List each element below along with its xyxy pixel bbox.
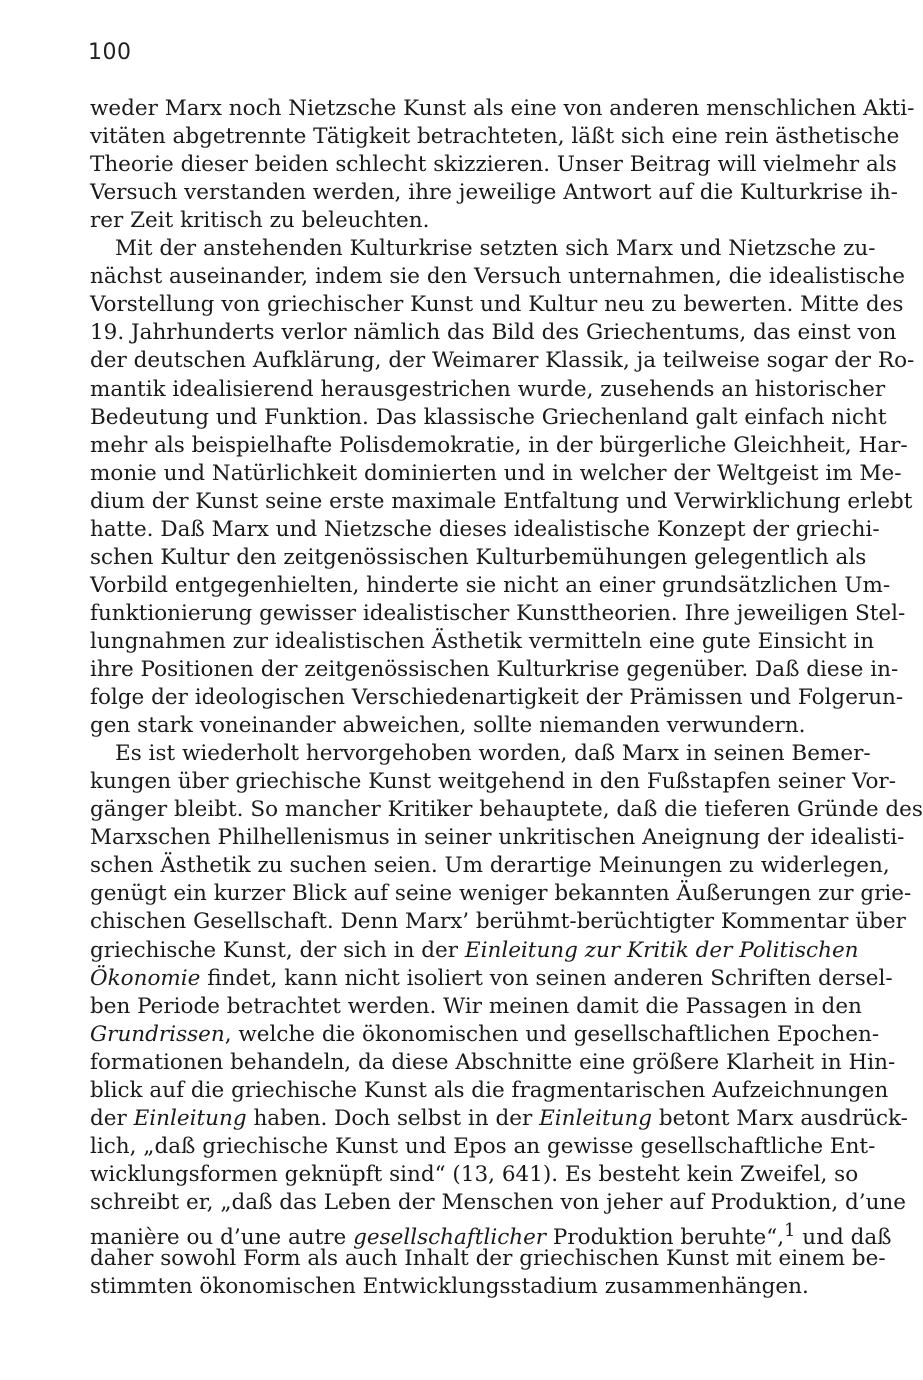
text-line: lungnahmen zur idealistischen Ästhetik vermitteln eine gute Einsicht in <box>90 628 875 654</box>
text-line: gen stark voneinander abweichen, sollte niemanden verwundern. <box>90 713 806 739</box>
text-line: manière ou d’une autre gesellschaftlicher Produktion beruhte“,$^1$ und daß <box>90 1220 892 1251</box>
text-line: monie und Natürlichkeit dominierten und in welcher der Weltgeist im Me- <box>90 460 902 486</box>
text-line: rer Zeit kritisch zu beleuchten. <box>90 208 430 234</box>
text-line: Vorstellung von griechischer Kunst und Kultur neu zu bewerten. Mitte des <box>90 292 904 318</box>
text-line: Mit der anstehenden Kulturkrise setzten sich Marx und Nietzsche zu- <box>115 236 876 262</box>
text-line: formationen behandeln, da diese Abschnitte eine größere Klarheit in Hin- <box>90 1049 896 1075</box>
text-line: funktionierung gewisser idealistischer Kunsttheorien. Ihre jeweiligen Stel- <box>90 600 906 626</box>
text-line: Es ist wiederholt hervorgehoben worden, daß Marx in seinen Bemer- <box>115 741 871 767</box>
text-line: genügt ein kurzer Blick auf seine weniger bekannten Äußerungen zur grie- <box>90 881 912 907</box>
text-line: wicklungsformen geknüpft sind“ (13, 641). Es besteht kein Zweifel, so <box>90 1161 859 1187</box>
text-line: 19. Jahrhunderts verlor nämlich das Bild des Griechentums, das einst von <box>90 320 897 346</box>
text-line: schreibt er, „daß das Leben der Menschen von jeher auf Produktion, d’une <box>90 1189 907 1215</box>
text-line: der deutschen Aufklärung, der Weimarer Klassik, ja teilweise sogar der Ro- <box>90 348 915 374</box>
text-line: Ökonomie findet, kann nicht isoliert von seinen anderen Schriften dersel- <box>90 965 893 991</box>
text-line: schen Kultur den zeitgenössischen Kulturbemühungen gelegentlich als <box>90 544 867 570</box>
text-line: vitäten abgetrennte Tätigkeit betrachteten, läßt sich eine rein ästhetische <box>90 124 900 150</box>
text-line: mehr als beispielhafte Polisdemokratie, in der bürgerliche Gleichheit, Har- <box>90 432 908 458</box>
text-line: nächst auseinander, indem sie den Versuch unternahmen, die idealistische <box>90 264 905 290</box>
text-line: ihre Positionen der zeitgenössischen Kulturkrise gegenüber. Daß diese in- <box>90 657 899 682</box>
text-line: gänger bleibt. So mancher Kritiker behauptete, daß die tieferen Gründe des <box>90 797 923 823</box>
text-line: weder Marx noch Nietzsche Kunst als eine von anderen menschlichen Akti- <box>90 96 915 121</box>
text-line: mantik idealisierend herausgestrichen wurde, zusehends an historischer <box>90 376 886 402</box>
page-number: 100 <box>88 40 132 65</box>
text-line: der Einleitung haben. Doch selbst in der Einleitung betont Marx ausdrück- <box>90 1105 908 1131</box>
text-line: schen Ästhetik zu suchen seien. Um derartige Meinungen zu widerlegen, <box>90 853 890 879</box>
text-line: Grundrissen, welche die ökonomischen und gesellschaftlichen Epochen- <box>90 1021 880 1047</box>
text-line: Marxschen Philhellenismus in seiner unkritischen Aneignung der idealisti- <box>90 825 905 851</box>
text-line: lich, „daß griechische Kunst und Epos an gewisse gesellschaftliche Ent- <box>90 1133 876 1159</box>
text-line: stimmten ökonomischen Entwicklungsstadium zusammenhängen. <box>90 1274 809 1300</box>
text-line: kungen über griechische Kunst weitgehend in den Fußstapfen seiner Vor- <box>90 769 896 795</box>
text-line: Bedeutung und Funktion. Das klassische Griechenland galt einfach nicht <box>90 404 887 430</box>
text-line: daher sowohl Form als auch Inhalt der griechischen Kunst mit einem be- <box>90 1246 886 1272</box>
text-line: blick auf die griechische Kunst als die fragmentarischen Aufzeichnungen <box>90 1077 889 1103</box>
text-line: dium der Kunst seine erste maximale Entfaltung und Verwirklichung erlebt <box>90 488 913 514</box>
text-line: griechische Kunst, der sich in der Einleitung zur Kritik der Politischen <box>90 937 859 963</box>
text-line: Theorie dieser beiden schlecht skizzieren. Unser Beitrag will vielmehr als <box>90 152 897 178</box>
text-line: folge der ideologischen Verschiedenartigkeit der Prämissen und Folgerun- <box>90 685 904 711</box>
text-line: chischen Gesellschaft. Denn Marx’ berühmt-berüchtigter Kommentar über <box>90 909 906 935</box>
text-line: hatte. Daß Marx und Nietzsche dieses idealistische Konzept der griechi- <box>90 516 880 542</box>
text-line: ben Periode betrachtet werden. Wir meinen damit die Passagen in den <box>90 993 862 1019</box>
text-line: Vorbild entgegenhielten, hinderte sie nicht an einer grundsätzlichen Um- <box>90 572 891 598</box>
text-line: Versuch verstanden werden, ihre jeweilige Antwort auf die Kulturkrise ih- <box>90 180 898 206</box>
